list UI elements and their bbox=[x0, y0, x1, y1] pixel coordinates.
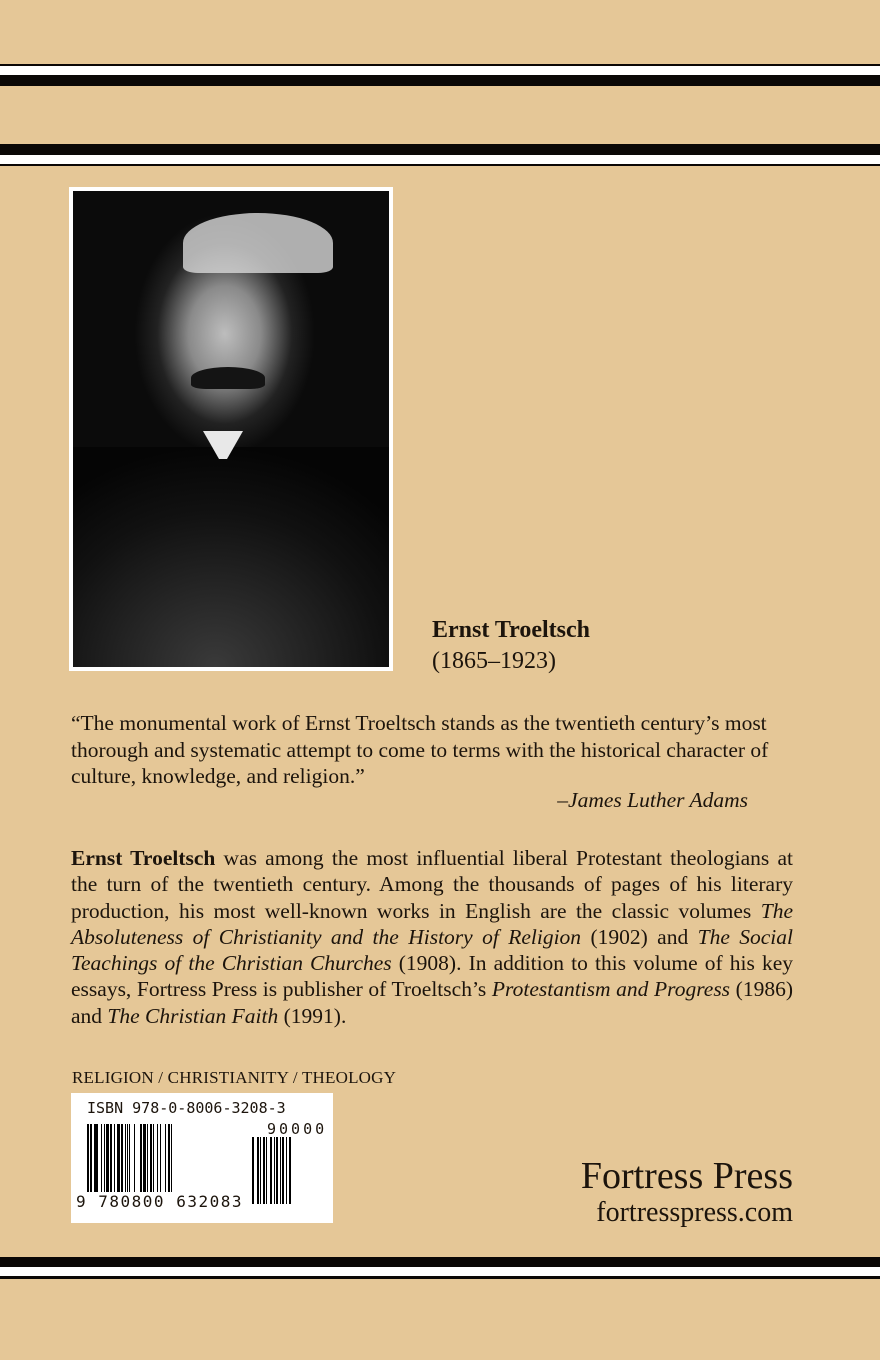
author-photo bbox=[69, 187, 393, 671]
book-title: The Christian Faith bbox=[107, 1003, 279, 1028]
top-stripe-thick bbox=[0, 75, 880, 86]
ean-digits: 9 780800 632083 bbox=[76, 1192, 243, 1211]
isbn-label: ISBN 978-0-8006-3208-3 bbox=[87, 1099, 286, 1117]
blurb-quote: “The monumental work of Ernst Troeltsch stands as the twentieth century’s most thorough and systematic attempt to come to terms with the historical character of culture, knowledge, and religion.” bbox=[71, 711, 769, 788]
author-name: Ernst Troeltsch bbox=[432, 617, 591, 643]
category-label: RELIGION / CHRISTIANITY / THEOLOGY bbox=[72, 1068, 397, 1087]
price-code: 90000 bbox=[267, 1120, 328, 1138]
desc-text: was among the most influential liberal Protestant theologians at the turn of the twentieth century. Among the thousands of pages of his literary production, his most well-known works in English are the classic volumes bbox=[71, 846, 793, 923]
bottom-stripe-white bbox=[0, 1267, 880, 1276]
author-dates: (1865–1923) bbox=[432, 648, 556, 674]
price-barcode-bars bbox=[252, 1137, 291, 1204]
desc-text: (1986) and bbox=[71, 977, 793, 1028]
description-lead: Ernst Troeltsch bbox=[71, 846, 216, 870]
barcode-bar bbox=[289, 1137, 291, 1204]
quote-attribution: –James Luther Adams bbox=[557, 788, 748, 812]
second-stripe-white bbox=[0, 155, 880, 164]
bottom-stripe-thick bbox=[0, 1257, 880, 1267]
isbn-barcode bbox=[71, 1093, 333, 1223]
book-title: Protestantism and Progress bbox=[491, 977, 731, 1002]
desc-text: (1991). bbox=[278, 1003, 347, 1028]
desc-text: (1908). In addition to this volume of his key essays, Fortress Press is publisher of Troeltsch’s bbox=[71, 951, 793, 1002]
bottom-stripe-thin bbox=[0, 1276, 880, 1279]
book-title: The Absoluteness of Christianity and the History of Religion bbox=[71, 898, 793, 949]
top-stripe-white bbox=[0, 66, 880, 75]
photo-hair bbox=[183, 213, 333, 273]
publisher-url: fortresspress.com bbox=[596, 1197, 793, 1228]
book-title: The Social Teachings of the Christian Churches bbox=[71, 924, 793, 976]
photo-coat bbox=[73, 447, 389, 667]
second-stripe-thin bbox=[0, 164, 880, 166]
photo-mustache bbox=[191, 367, 265, 389]
description bbox=[71, 845, 793, 1029]
desc-text: (1902) and bbox=[581, 924, 698, 949]
publisher-name: Fortress Press bbox=[580, 1155, 793, 1197]
second-stripe-thick bbox=[0, 144, 880, 155]
